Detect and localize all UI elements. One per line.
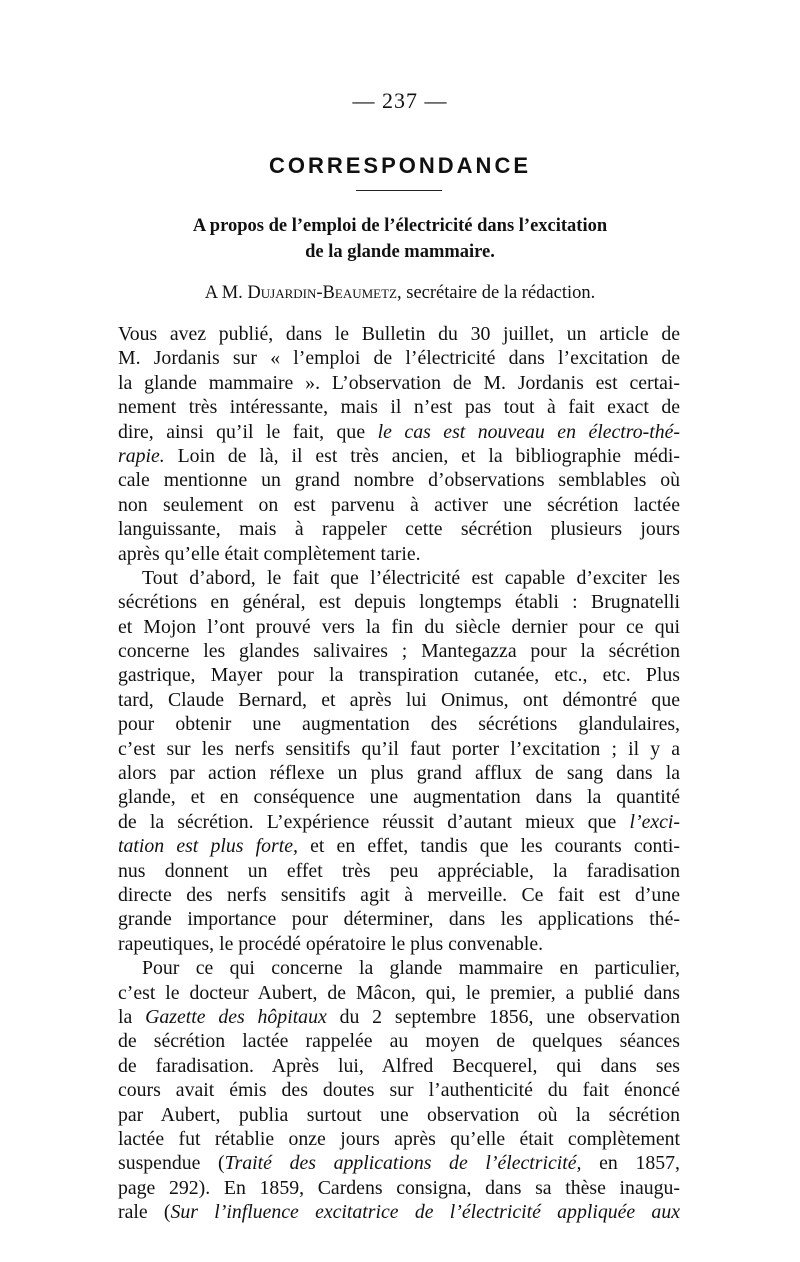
italic-text: Sur l’influence excitatrice de l’électricité appliquée aux (170, 1201, 680, 1224)
address-name: Dujardin-Beaumetz, (247, 283, 402, 303)
text-span: et Mojon l’ont prouvé vers la fin du siècle dernier pour ce qui (118, 615, 680, 638)
text-line (118, 1200, 680, 1224)
text-line (118, 932, 680, 956)
text-line (118, 785, 680, 809)
text-line (118, 468, 680, 492)
letter-address (120, 280, 680, 306)
text-span: la (118, 1005, 146, 1028)
text-span: grande importance pour déterminer, dans les applications thé- (118, 908, 680, 931)
text-span: nus donnent un effet très peu appréciable, la faradisation (118, 859, 680, 882)
text-span: gastrique, Mayer pour la transpiration cutanée, etc., etc. Plus (118, 664, 680, 687)
text-span: après qu’elle était complètement tarie. (118, 542, 421, 565)
text-line (118, 956, 680, 980)
text-line (118, 1078, 680, 1102)
text-line (118, 1103, 680, 1127)
text-line (118, 542, 680, 566)
text-line (118, 371, 680, 395)
text-line (118, 420, 680, 444)
italic-text: rapie. (118, 444, 165, 467)
text-span: de sécrétion lactée rappelée au moyen de quelques séances (118, 1030, 680, 1053)
text-span: Loin de là, il est très ancien, et la bibliographie médi- (164, 444, 680, 467)
text-span: Tout d’abord, le fait que l’électricité est capable d’exciter les (142, 566, 680, 589)
text-span: du 2 septembre 1856, une observation (326, 1005, 680, 1028)
text-line (118, 322, 680, 346)
text-span: page 292). En 1859, Cardens consigna, dans sa thèse inaugu- (118, 1176, 680, 1199)
text-span: rapeutiques, le procédé opératoire le plus convenable. (118, 932, 544, 955)
page-number: — 237 — (352, 88, 448, 113)
text-span: Pour ce qui concerne la glande mammaire en particulier, (142, 957, 680, 980)
text-span: glande, et en conséquence une augmentation dans la quantité (118, 786, 680, 809)
text-span: cale mentionne un grand nombre d’observations semblables où (118, 469, 680, 492)
subtitle-line: de la glande mammaire. (305, 242, 495, 262)
text-span: non seulement on est parvenu à activer une sécrétion lactée (118, 493, 680, 516)
text-line (118, 1176, 680, 1200)
title-divider (356, 190, 442, 191)
text-line (118, 761, 680, 785)
text-line (118, 566, 680, 590)
text-line (118, 834, 680, 858)
text-line (118, 493, 680, 517)
article-subtitle (120, 213, 680, 265)
text-line (118, 663, 680, 687)
text-line (118, 517, 680, 541)
text-span: de faradisation. Après lui, Alfred Becquerel, qui dans ses (118, 1054, 680, 1077)
text-line (118, 712, 680, 736)
text-line (118, 907, 680, 931)
section-title: CORRESPONDANCE (268, 153, 532, 178)
italic-text: le cas est nouveau en électro-thé- (377, 420, 680, 443)
text-line (118, 1054, 680, 1078)
subtitle-line: A propos de l’emploi de l’électricité dans l’excitation (192, 216, 608, 236)
text-line (118, 346, 680, 370)
italic-text: Gazette des hôpitaux (145, 1005, 327, 1028)
text-span: c’est sur les nerfs sensitifs qu’il faut porter l’excitation ; il y a (118, 737, 680, 760)
text-span: c’est le docteur Aubert, de Mâcon, qui, le premier, a publié dans (118, 981, 680, 1004)
text-span: la glande mammaire ». L’observation de M. Jordanis est certai- (118, 371, 680, 394)
text-span: directe des nerfs sensitifs agit à merveille. Ce fait est d’une (118, 883, 680, 906)
letter-body (118, 322, 680, 1224)
address-suffix: secrétaire de la rédaction. (406, 283, 596, 303)
italic-text: tation est plus forte, (118, 835, 298, 858)
text-span: Vous avez publié, dans le Bulletin du 30 juillet, un article de (118, 323, 680, 345)
text-line (118, 883, 680, 907)
text-line (118, 639, 680, 663)
text-line (118, 1151, 680, 1175)
text-span: et en effet, tandis que les courants conti- (297, 835, 681, 858)
text-span: pour obtenir une augmentation des sécrétions glandulaires, (118, 713, 680, 736)
text-span: languissante, mais à rappeler cette sécrétion plusieurs jours (118, 518, 680, 541)
text-span: cours avait émis des doutes sur l’authenticité du fait énoncé (118, 1079, 680, 1102)
text-span: par Aubert, publia surtout une observation où la sécrétion (118, 1103, 680, 1126)
text-line (118, 1127, 680, 1151)
text-line (118, 737, 680, 761)
text-span: suspendue ( (118, 1152, 225, 1175)
text-line (118, 444, 680, 468)
text-span: M. Jordanis sur « l’emploi de l’électricité dans l’excitation de (118, 347, 680, 370)
text-line (118, 688, 680, 712)
text-line (118, 1029, 680, 1053)
address-prefix: A M. (204, 283, 243, 303)
text-span: concerne les glandes salivaires ; Mantegazza pour la sécrétion (118, 640, 680, 663)
text-span: dire, ainsi qu’il le fait, que (118, 420, 378, 443)
text-line (118, 590, 680, 614)
text-span: nement très intéressante, mais il n’est pas tout à fait exact de (118, 396, 680, 419)
text-span: de la sécrétion. L’expérience réussit d’autant mieux que (118, 810, 630, 833)
text-span: en 1857, (581, 1152, 680, 1175)
text-line (118, 395, 680, 419)
text-span: tard, Claude Bernard, et après lui Onimus, ont démontré que (118, 688, 680, 711)
text-line (118, 1005, 680, 1029)
text-span: lactée fut rétablie onze jours après qu’elle était complètement (118, 1127, 680, 1150)
text-span: rale ( (118, 1201, 171, 1224)
text-line (118, 615, 680, 639)
text-line (118, 981, 680, 1005)
italic-text: l’exci- (629, 810, 680, 833)
italic-text: Traité des applications de l’électricité, (224, 1152, 582, 1175)
text-span: alors par action réflexe un plus grand afflux de sang dans la (118, 762, 680, 785)
text-line (118, 810, 680, 834)
text-line (118, 859, 680, 883)
text-span: sécrétions en général, est depuis longtemps établi : Brugnatelli (118, 591, 680, 614)
